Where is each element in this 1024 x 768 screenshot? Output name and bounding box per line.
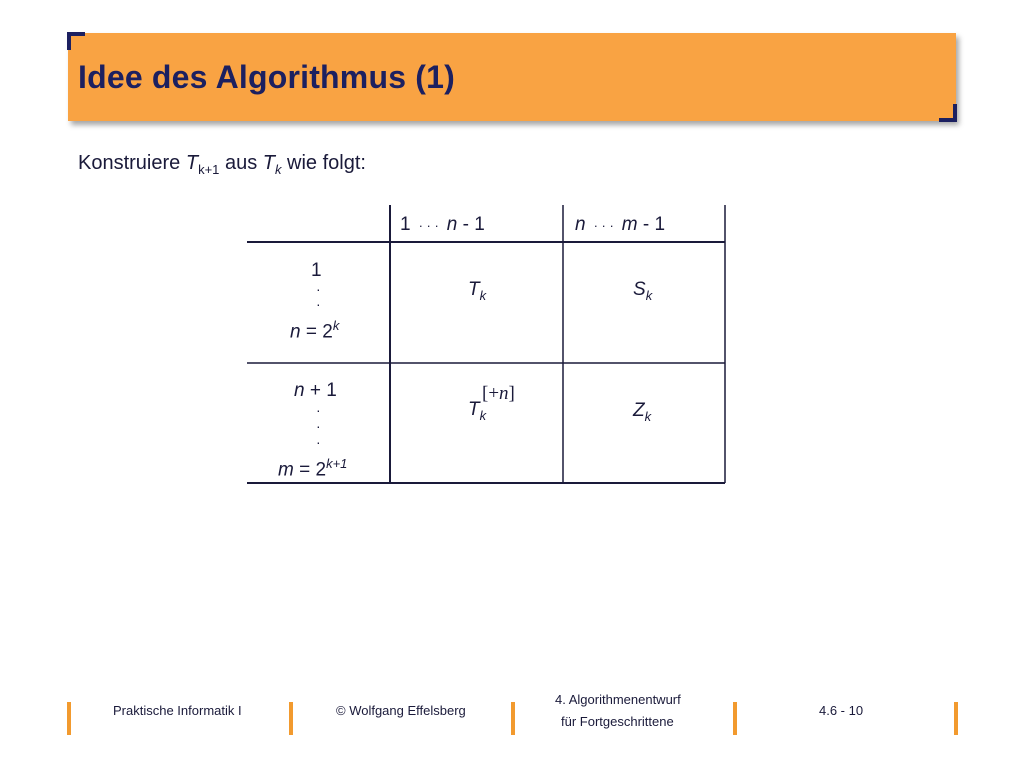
col-header-2 [575,214,665,236]
row2-label-bottom [278,456,347,481]
col2-m: m [621,214,638,235]
slide-title: Idee des Algorithmus (1) [78,59,456,95]
cell-sk-sub: k [645,287,653,303]
footer-divider-3 [511,702,515,735]
title-bar [68,33,956,121]
corner-bracket-bottom-right [939,104,957,122]
cell-tk-shift-superscript [482,383,515,405]
col1-end: - 1 [457,214,485,235]
row1-var: n [290,321,301,343]
cell-tk-sub: k [479,287,487,303]
row2-dot-2: · [316,418,321,434]
row2-dot-1: · [316,402,321,418]
footer-divider-5 [954,702,958,735]
col1-dots: · · · [418,218,439,233]
row2-exp: k+1 [326,456,348,471]
col-header-1 [400,214,485,236]
footer-chapter-line2: für Fortgeschrittene [561,714,674,729]
intro-suffix: wie folgt: [281,152,366,174]
intro-tk-symbol: T [262,152,275,174]
shift-open: [+ [482,383,500,404]
footer-divider-4 [733,702,737,735]
cell-zk-sub: k [644,408,652,424]
footer-chapter-line1: 4. Algorithmenentwurf [555,692,681,707]
col2-n: n [575,214,586,235]
cell-zk-sym: Z [633,400,645,421]
row2-var-n: n [294,380,305,401]
row2-label-top [294,380,337,402]
row2-var-m: m [278,459,294,481]
row1-exp: k [332,318,340,333]
col1-start: 1 [400,214,411,235]
row1-dot-1: · [316,281,321,297]
footer-divider-1 [67,702,71,735]
intro-text [78,152,366,177]
row1-label-bottom [290,318,339,343]
row2-dot-3: · [316,434,321,450]
intro-middle: aus [219,152,263,174]
intro-t-symbol: T [185,152,199,174]
intro-prefix: Konstruiere [78,152,186,174]
cell-sk [633,279,652,303]
col2-end: - 1 [637,214,666,235]
col2-dots: · · · [593,218,614,233]
shift-var: n [499,383,509,404]
row2-eq: = 2 [293,459,327,481]
footer-author: © Wolfgang Effelsberg [336,703,466,718]
footer-page-number: 4.6 - 10 [819,703,864,718]
intro-tk-sub: k [274,162,282,177]
row2-plus: + 1 [304,380,337,401]
row1-dot-2: · [316,296,321,312]
row1-label-top: 1 [311,260,322,281]
cell-zk [633,400,651,424]
shift-close: ] [508,383,515,404]
footer-course: Praktische Informatik I [113,703,242,718]
cell-tk [468,279,486,303]
cell-tk-shift-sym: T [468,399,480,420]
cell-tk-sym: T [468,279,480,300]
cell-sk-sym: S [633,279,646,300]
intro-t-sub: k+1 [198,162,220,177]
footer-divider-2 [289,702,293,735]
cell-tk-shift-sub: k [479,407,487,423]
corner-bracket-top-left [67,32,85,50]
col1-n: n [446,214,458,235]
row1-eq: = 2 [300,321,333,343]
